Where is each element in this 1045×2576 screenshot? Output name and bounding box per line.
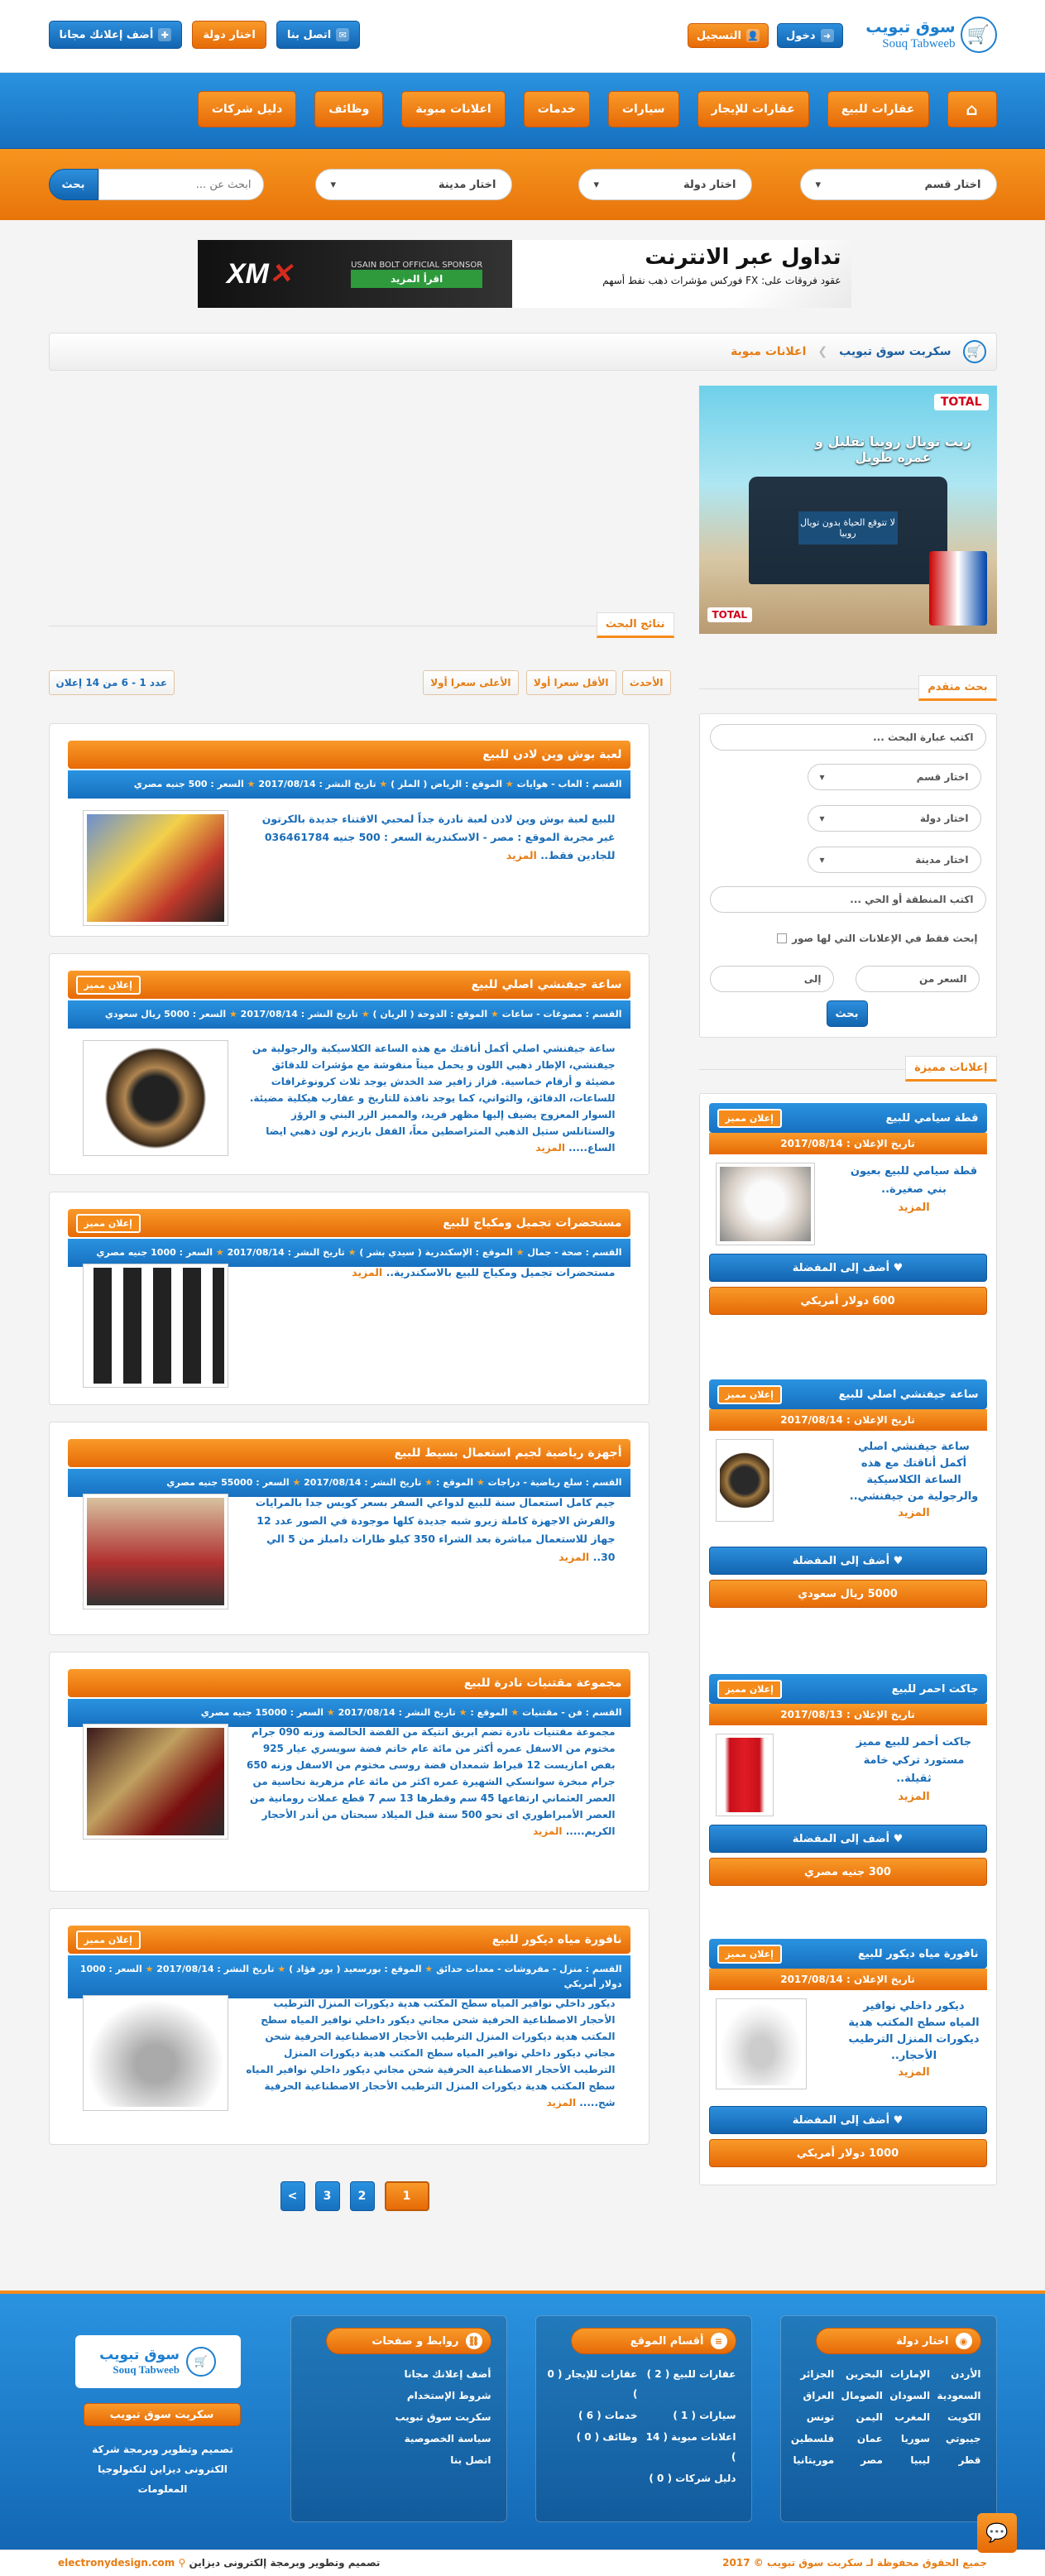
footer-tagline: تصميم وتطوير وبرمجة شركة الكترونى ديزاين لتكنولوجيا المعلومات (92, 2444, 233, 2495)
ad-card (49, 953, 650, 1175)
featured-badge: إعلان مميز (717, 1385, 782, 1404)
featured-ads-title: إعلانات مميزة (905, 1056, 996, 1082)
side-ad-text: زيت تويال روبيا تقليل و عمره طويل (815, 434, 971, 465)
featured-desc: ساعة جيفنشي اصلي أكمل أناقتك مع هذه الساعة الكلاسيكية والرجولية من جيفنشي.. (849, 1441, 979, 1503)
footer-sections (535, 2315, 752, 2522)
featured-badge: إعلان مميز (717, 1680, 782, 1699)
more-link[interactable]: المزيد (532, 1825, 563, 1837)
footer-country-link[interactable]: السودان (889, 2390, 931, 2401)
cat-photo[interactable] (716, 1163, 815, 1245)
nav-item-classifieds[interactable]: اعلانات مبوبة (401, 91, 505, 127)
more-link[interactable]: المزيد (898, 1202, 930, 1214)
ad-description: مستحضرات تجميل ومكياج للبيع بالاسكندرية.. (386, 1266, 616, 1278)
adv-city-select[interactable]: اختار مدينة ▾ (808, 847, 981, 873)
footer-section-link[interactable]: خدمات ( 6 ) (578, 2410, 638, 2421)
contact-button[interactable]: ✉ اتصل بنا (276, 21, 360, 49)
ad-meta: القسم : منزل - مفروشات - معدات حدائق ★ الموقع : بورسعيد ( بور فؤاد ) ★ تاريخ النشر : 2017/08/14 ★ السعر : 1000 دولار أمريكي (68, 1955, 630, 1998)
chevron-down-icon: ▾ (815, 178, 822, 191)
results-title: نتائج البحث (597, 612, 674, 638)
cosmetics-photo[interactable] (83, 1264, 228, 1388)
banner-headline: تداول عبر الانترنت (645, 245, 841, 270)
user-icon: 👤 (747, 30, 759, 41)
ad-meta: القسم : مصوغات - ساعات ★ الموقع : الدوحة ( الريان ) ★ تاريخ النشر : 2017/08/14 ★ السعر : 5000 ريال سعودي (68, 1000, 630, 1029)
credit: تصميم وتطوير وبرمجة إلكترونى ديزاين ⚲ electronydesign.com (58, 2557, 381, 2569)
banner-sponsor: USAIN BOLT OFFICIAL SPONSOR (351, 260, 483, 270)
oil-cans-image (929, 551, 987, 626)
envelope-icon: ✉ (336, 28, 349, 41)
featured-price: 300 جنيه مصري (709, 1858, 987, 1886)
add-ad-button[interactable]: ✚ أضف إعلانك مجانا (49, 21, 183, 49)
next-page-button[interactable]: > (280, 2181, 305, 2211)
breadcrumb-root[interactable]: سكربت سوق تبويب (839, 345, 952, 358)
footer-section-link[interactable]: وظائف ( 0 ) (576, 2431, 638, 2443)
logo-mark-icon: ✕ (268, 258, 293, 290)
featured-card (699, 1664, 997, 1921)
xm-logo: ✕XM (226, 258, 293, 290)
main-nav (0, 73, 1045, 149)
category-select[interactable]: اختار قسم ▾ (800, 169, 997, 200)
chat-button[interactable] (977, 2513, 1017, 2553)
fountain-photo[interactable] (716, 1998, 807, 2089)
plus-icon: ✚ (158, 28, 171, 41)
footer-section-link[interactable]: عقارات للبيع ( 2 ) (646, 2368, 736, 2380)
footer-section-link[interactable]: دليل شركات ( 0 ) (649, 2473, 736, 2484)
nav-item-services[interactable]: خدمات (524, 91, 590, 127)
antiques-photo[interactable] (83, 1724, 228, 1840)
more-link[interactable]: المزيد (506, 849, 537, 861)
ad-description: ديكور داخلي نوافير المياه سطح المكتب هدية ديكورات المنزل الترطيب الأحجار الاصطناعية الحرفية شحن مجاني ديكور داخلي نوافير المياه سطح المكتب هدية ديكورات المنزل الترطيب الأحجار الاصطناعية الحرفية شحن مجاني ديكور داخلي نوافير المياه سطح المكتب هدية ديكورات المنزل الترطيب الأحجار الاصطناعية الحرفية شحن مجاني ديكور داخلي نوافير المياه سطح المكتب هدية ديكورات المنزل الترطيب الأحجار الاصطناعية الحرفية شح..... (246, 1998, 616, 2108)
featured-date: تاريخ الإعلان : 2017/08/14 (709, 1969, 987, 1990)
more-link[interactable]: المزيد (898, 1507, 930, 1519)
ad-meta: القسم : صحة - جمال ★ الموقع : الإسكندرية ( سيدي بشر ) ★ تاريخ النشر : 2017/08/14 ★ السعر : 1000 جنيه مصري (68, 1239, 630, 1267)
featured-card (699, 1093, 997, 1350)
featured-price: 5000 ريال سعودي (709, 1580, 987, 1608)
chevron-down-icon: ▾ (819, 813, 825, 824)
footer-section-link[interactable]: عقارات للإيجار ( 0 ) (547, 2368, 638, 2400)
footer-country-link[interactable]: الكويت (947, 2411, 981, 2423)
ad-description: جيم كامل استعمال سنة للبيع لدواعي السفر بسعر كويس جدا بالمرايات والفرش الاجهزة كاملة زيرو شبه جديدة كلها موجودة في الصور عدد 12 جهاز للاستعمال مباشرة بعد الشراء 350 كيلو طارات دامبلز من 5 الي 30.. (255, 1496, 616, 1563)
add-to-favorites-button[interactable]: ♥ أضف إلى المفضلة (709, 1254, 987, 1282)
ad-meta: القسم : فن - مقتنيات ★ الموقع : ★ تاريخ النشر : 2017/08/14 ★ السعر : 15000 جنيه مصري (68, 1699, 630, 1727)
add-to-favorites-button[interactable]: ♥ أضف إلى المفضلة (709, 1547, 987, 1575)
keyword-input[interactable]: اكتب عبارة البحث ... (710, 724, 986, 751)
featured-date: تاريخ الإعلان : 2017/08/14 (709, 1409, 987, 1431)
footer-page-link[interactable]: شروط الإستخدام (406, 2390, 491, 2401)
breadcrumb-separator: ❯ (817, 345, 828, 358)
page-1-button[interactable]: 1 (385, 2181, 429, 2211)
footer-page-link[interactable]: سكربت سوق تبويب (395, 2411, 491, 2423)
toy-photo[interactable] (83, 810, 228, 926)
footer-bottom-bar (0, 2550, 1045, 2576)
footer-section-link[interactable]: اعلانات مبوبة ( 14 ) (645, 2431, 736, 2463)
site-logo[interactable] (865, 17, 996, 53)
city-select[interactable]: اختار مدينة ▾ (315, 169, 512, 200)
ad-card (49, 1908, 650, 2145)
featured-card-header[interactable]: جاكت احمر للبيع إعلان مميز (709, 1674, 987, 1704)
footer-links-title: ⛓ روابط و صفحات (326, 2328, 491, 2354)
price-from-input[interactable]: السعر من (856, 966, 980, 992)
footer-country-link[interactable]: عمان (856, 2433, 883, 2444)
footer-country-link[interactable]: العراق (803, 2390, 835, 2401)
featured-badge: إعلان مميز (76, 1214, 141, 1233)
heart-icon: ♥ (893, 1832, 904, 1845)
gym-photo[interactable] (83, 1494, 228, 1609)
add-to-favorites-button[interactable]: ♥ أضف إلى المفضلة (709, 1825, 987, 1853)
home-icon: ⌂ (966, 99, 978, 119)
country-select[interactable]: اختار دولة ▾ (578, 169, 752, 200)
register-button[interactable]: 👤 التسجيل (688, 23, 769, 48)
footer-logo[interactable]: 🛒 سوق تبويب Souq Tabweeb (75, 2335, 241, 2388)
watch-photo[interactable] (716, 1439, 774, 1522)
ad-card (49, 723, 650, 937)
ad-description: مجموعة مقتنيات نادرة تضم ابريق انتيكة من الفضة الخالصة وزنه 090 جرام مختوم من الاسفل عمره أكثر من مائة عام خاتم فضة سويسري عيار 925 بفص امازيست 12 قيراط شمعدان فضة روسى مختوم من الاسفل وزنه 650 جرام مبخرة سوانسكي الشهيرة عمره اكثر من مائة عام مزهرية نحاسية من العصر العثماني ارتفاعها 45 سم وقطرها 13 سم 7 قطع عملات رومانية من العصر الأمبراطوري اى نحو 500 سنة قبل الميلاد سبحتان من أندر الأحجار الكريم..... (247, 1726, 616, 1837)
footer-country-link[interactable]: سوريا (900, 2433, 931, 2444)
advanced-search-box (699, 713, 997, 1038)
featured-badge: إعلان مميز (76, 976, 141, 995)
nav-item-real-estate-sale[interactable]: عقارات للبيع (827, 91, 929, 127)
featured-badge: إعلان مميز (717, 1109, 782, 1128)
watch-photo[interactable] (83, 1040, 228, 1156)
footer-script-button[interactable]: سكربت سوق تبويب (84, 2403, 241, 2426)
fountain-photo[interactable] (83, 1995, 228, 2111)
featured-date: تاريخ الإعلان : 2017/08/13 (709, 1704, 987, 1725)
heart-icon: ♥ (893, 1261, 904, 1274)
more-link[interactable]: المزيد (535, 1142, 565, 1154)
search-button[interactable]: بحث (49, 169, 98, 200)
location-pin-icon: ⚲ (178, 2557, 186, 2569)
list-icon: ≡ (711, 2333, 727, 2349)
featured-card-header[interactable]: قطة سيامي للبيع إعلان مميز (709, 1103, 987, 1133)
ad-title[interactable]: ساعة جيفنشي اصلي للبيع إعلان مميز (68, 971, 630, 999)
footer-country-link[interactable]: جيبوتي (945, 2433, 981, 2444)
login-button[interactable]: ➜ دخول (777, 23, 842, 48)
footer (0, 2291, 1045, 2550)
total-logo-bottom: TOTAL (707, 607, 753, 622)
featured-badge: إعلان مميز (76, 1931, 141, 1950)
footer-country-link[interactable]: تونس (806, 2411, 835, 2423)
heart-icon: ♥ (893, 2113, 904, 2127)
featured-price: 1000 دولار أمريكي (709, 2139, 987, 2167)
ad-card (49, 1422, 650, 1635)
nav-item-real-estate-rent[interactable]: عقارات للإيجار (697, 91, 809, 127)
nav-item-companies[interactable]: دليل شركات (198, 91, 296, 127)
featured-card (699, 1370, 997, 1626)
results-count: عدد 1 - 6 من 14 إعلان (49, 670, 175, 695)
globe-icon: ◉ (956, 2333, 972, 2349)
page-3-button[interactable]: 3 (315, 2181, 340, 2211)
footer-country-link[interactable]: الإمارات (890, 2368, 931, 2380)
more-link[interactable]: المزيد (898, 2066, 930, 2079)
footer-page-link[interactable]: اتصل بنا (450, 2454, 491, 2466)
featured-card (699, 1929, 997, 2185)
ad-card (49, 1652, 650, 1892)
featured-price: 600 دولار أمريكي (709, 1287, 987, 1315)
link-icon: ⛓ (466, 2333, 482, 2349)
ad-banner[interactable] (198, 240, 851, 308)
total-logo: TOTAL (934, 394, 989, 410)
footer-section-link[interactable]: سيارات ( 1 ) (673, 2410, 736, 2421)
footer-countries (780, 2315, 997, 2522)
footer-country-link[interactable]: مصر (860, 2454, 883, 2466)
nav-home-button[interactable] (947, 91, 997, 127)
ad-title[interactable]: أجهزة رياضية لجيم استعمال بسيط للبيع (68, 1439, 630, 1467)
footer-country-link[interactable]: الجزائر (800, 2368, 835, 2380)
nav-item-cars[interactable]: سيارات (608, 91, 679, 127)
footer-country-link[interactable]: المغرب (894, 2411, 931, 2423)
ad-description: للبيع لعبة بوش وين لادن لعبة نادرة جداً لمحبي الاقتناء جديدة بالكرتون غير مجربة الموقع : مصر - الاسكندرية السعر : 500 جنيه 036461784 للجادين فقط.. (261, 813, 616, 861)
credit-link[interactable]: electronydesign.com (58, 2557, 175, 2569)
footer-country-link[interactable]: قطر (958, 2454, 981, 2466)
footer-country-link[interactable]: ليبيا (910, 2454, 931, 2466)
footer-country-link[interactable]: موريتانيا (793, 2454, 835, 2466)
featured-card-header[interactable]: ساعة جيفنشي اصلي للبيع إعلان مميز (709, 1379, 987, 1409)
pick-country-button[interactable]: اختار دولة (192, 21, 266, 49)
main-content (49, 220, 997, 2291)
sort-price-asc-button[interactable]: الأقل سعرا أولا (526, 670, 616, 695)
logo-english: Souq Tabweeb (882, 37, 956, 50)
ad-meta: القسم : العاب - هوايات ★ الموقع : الرياض ( الملز ) ★ تاريخ النشر : 2017/08/14 ★ السعر : 500 جنيه مصري (68, 770, 630, 799)
adv-search-button[interactable]: بحث (827, 1000, 868, 1027)
footer-country-link[interactable]: السعودية (937, 2390, 981, 2401)
featured-card-header[interactable]: نافورة مياه ديكور للبيع إعلان مميز (709, 1939, 987, 1969)
footer-country-link[interactable]: الصومال (841, 2390, 883, 2401)
photos-only-checkbox[interactable]: إبحث فقط في الإعلانات التي لها صور (777, 933, 977, 944)
cart-icon: 🛒 (963, 340, 986, 363)
featured-desc: ديكور داخلي نوافير المياه سطح المكتب هدية ديكورات المنزل الترطيب الأحجار.. (848, 2000, 980, 2062)
footer-page-link[interactable]: أضف إعلانك مجانا (404, 2368, 491, 2380)
ad-title[interactable]: لعبة بوش وين لادن للبيع (68, 741, 630, 769)
chat-icon: 💬 (985, 2522, 1009, 2544)
side-ad-image[interactable] (699, 386, 997, 634)
top-bar (0, 0, 1045, 73)
more-link[interactable]: المزيد (898, 1791, 930, 1803)
banner-cta[interactable]: اقرأ المزيد (351, 270, 482, 288)
footer-country-link[interactable]: اليمن (856, 2411, 883, 2423)
chevron-down-icon: ▾ (593, 178, 600, 191)
featured-badge: إعلان مميز (717, 1945, 782, 1964)
advanced-search-title: بحث متقدم (918, 675, 996, 701)
add-to-favorites-button[interactable]: ♥ أضف إلى المفضلة (709, 2106, 987, 2134)
page-2-button[interactable]: 2 (350, 2181, 375, 2211)
ad-title[interactable]: مجموعة مقتنيات نادرة للبيع (68, 1669, 630, 1697)
banner-subtext: عقود فروقات على: FX فوركس مؤشرات ذهب نفط أسهم (602, 275, 841, 286)
copyright: جميع الحقوق محفوظة لـ سكربت سوق تبويب © 2017 (722, 2557, 987, 2569)
more-link[interactable]: المزيد (558, 1551, 590, 1563)
search-bar (0, 149, 1045, 220)
cart-icon: 🛒 (186, 2347, 216, 2377)
pagination (280, 2181, 429, 2211)
chevron-down-icon: ▾ (819, 771, 825, 783)
heart-icon: ♥ (893, 1554, 904, 1567)
breadcrumb (49, 333, 997, 371)
featured-desc: قطة سيامي للبيع بعيون بني صغيرة.. (850, 1165, 978, 1196)
footer-sections-title: ≡ أقسام الموقع (571, 2328, 736, 2354)
footer-links (290, 2315, 507, 2522)
adv-country-select[interactable]: اختار دولة ▾ (808, 805, 981, 832)
ad-meta: القسم : سلع رياضية - دراجات ★ الموقع : ★ تاريخ النشر : 2017/08/14 ★ السعر : 55000 جنيه مصري (68, 1469, 630, 1497)
sort-price-desc-button[interactable]: الأعلى سعرا أولا (423, 670, 518, 695)
ad-title[interactable]: مستحضرات تجميل ومكياج للبيع إعلان مميز (68, 1209, 630, 1237)
featured-date: تاريخ الإعلان : 2017/08/14 (709, 1133, 987, 1154)
footer-country-link[interactable]: الأردن (951, 2368, 981, 2380)
ad-title[interactable]: نافورة مياه ديكور للبيع إعلان مميز (68, 1926, 630, 1954)
chevron-down-icon: ▾ (819, 854, 825, 866)
cart-icon: 🛒 (961, 17, 997, 53)
logo-arabic: سوق تبويب (865, 18, 956, 36)
nav-item-jobs[interactable]: وظائف (314, 91, 383, 127)
login-icon: ➜ (821, 29, 834, 42)
chevron-down-icon: ▾ (330, 178, 337, 191)
adv-category-select[interactable]: اختار قسم ▾ (808, 764, 981, 790)
ad-description: ساعة جيفنشي اصلي أكمل أناقتك مع هذه الساعة الكلاسيكية والرجولية من جيفنشي، الإطار ذهبي اللون و يحمل ميناً منقوشة مع مؤشرات للدقائق مضيئة و أرقام خماسية. فزاز زافير ضد الخدش يوجد ثلاث كرونوغرافات للساعات، الدقائق، والثواني، كما يوجد نافذة للتاريخ و عقارب هيكلية مضيئة. السوار المعزوج يضيف إليها مظهر فريد، والمميز الزر البني و الرؤز والستانلس ستيل الذهبي المتراصطين معاً، القفل بازيزم لون ذهبي ايضا الساع..... (249, 1043, 616, 1154)
jacket-photo[interactable] (716, 1734, 774, 1816)
search-input[interactable] (98, 169, 264, 200)
price-to-input[interactable]: إلى (710, 966, 834, 992)
featured-desc: جاكت أحمر للبيع مميز مستورد تركي خامة ثقيلة.. (856, 1736, 972, 1785)
checkbox-icon (777, 933, 787, 943)
more-link[interactable]: المزيد (546, 2097, 577, 2108)
footer-page-link[interactable]: سياسة الخصوصية (404, 2433, 491, 2444)
footer-country-link[interactable]: البحرين (845, 2368, 883, 2380)
sort-newest-button[interactable]: الأحدث (622, 670, 671, 695)
more-link[interactable]: المزيد (352, 1266, 383, 1278)
area-input[interactable]: اكتب المنطقة أو الحي ... (710, 886, 986, 913)
footer-country-link[interactable]: فلسطين (790, 2433, 835, 2444)
ad-card (49, 1192, 650, 1405)
truck-image: لا تتوقع الحياة بدون تويال روبيا (749, 477, 947, 584)
footer-countries-title: ◉ اختار دولة (816, 2328, 981, 2354)
breadcrumb-current: اعلانات مبوبة (731, 345, 807, 358)
